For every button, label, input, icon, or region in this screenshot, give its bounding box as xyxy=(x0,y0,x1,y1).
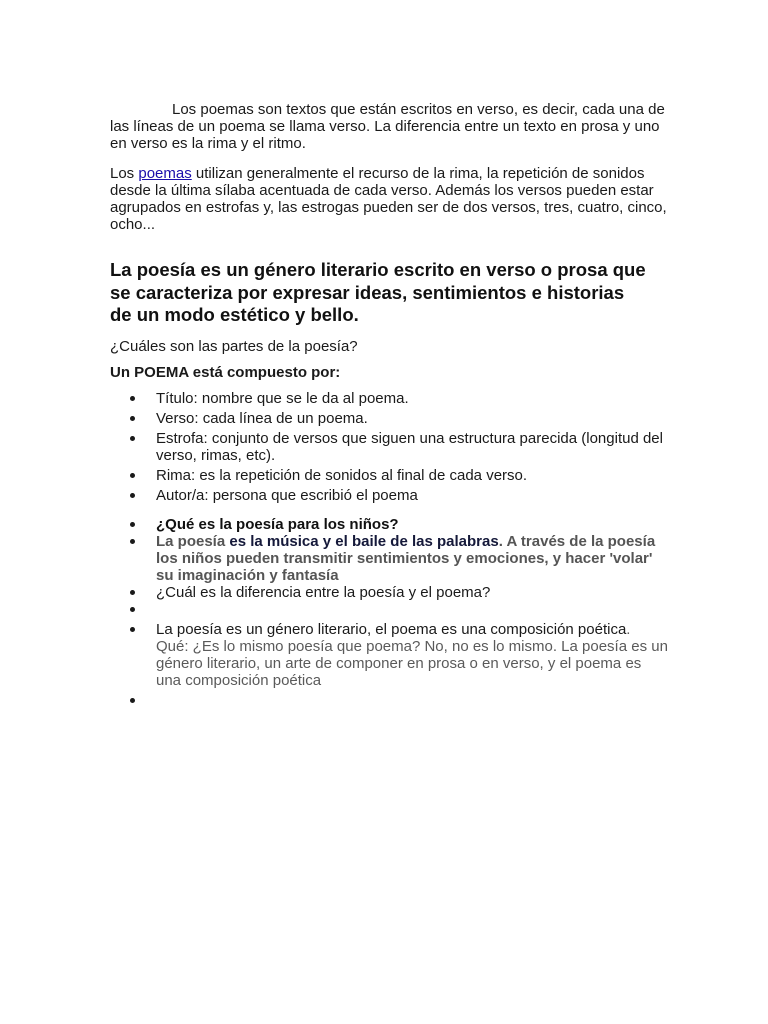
intro-paragraph-2 xyxy=(110,165,670,233)
list-item-text: Estrofa: conjunto de versos que siguen una estructura parecida (longitud del verso, rimas, etc). xyxy=(156,430,663,464)
bullet-icon xyxy=(130,522,135,527)
poem-parts-subheading: Un POEMA está compuesto por: xyxy=(110,364,341,381)
bullet-icon xyxy=(130,396,135,401)
faq-question-2: ¿Cuál es la diferencia entre la poesía y el poema? xyxy=(156,584,491,601)
bullet-icon xyxy=(130,493,135,498)
list-item xyxy=(110,390,670,407)
bullet-icon xyxy=(130,698,135,703)
list-item xyxy=(110,467,670,484)
faq-answer-2-main: La poesía es un género literario, el poema es una composición poética xyxy=(156,621,627,638)
poem-parts-list xyxy=(110,390,670,507)
bullet-icon xyxy=(130,473,135,478)
list-item-text: Título: nombre que se le da al poema. xyxy=(156,390,409,407)
list-item-empty xyxy=(110,601,670,618)
faq-answer-1-part-2: es la música y el baile de las palabras xyxy=(225,533,499,550)
bullet-icon xyxy=(130,539,135,544)
bullet-icon xyxy=(130,607,135,612)
list-item xyxy=(110,410,670,427)
list-item-text: Verso: cada línea de un poema. xyxy=(156,410,368,427)
list-item xyxy=(110,430,670,464)
faq-list xyxy=(110,516,670,709)
main-heading: La poesía es un género literario escrito en verso o prosa que se caracteriza por expresar ideas, sentimientos e historias de un modo estético y bello. xyxy=(110,259,646,325)
bullet-icon xyxy=(130,436,135,441)
list-item xyxy=(110,533,670,584)
bullet-icon xyxy=(130,416,135,421)
list-item-text: Rima: es la repetición de sonidos al final de cada verso. xyxy=(156,467,528,484)
faq-answer-1-part-1: La poesía xyxy=(156,533,226,550)
poemas-link[interactable]: poemas xyxy=(138,165,192,182)
intro-paragraph-1 xyxy=(110,101,670,152)
faq-answer-2-detail: Qué: ¿Es lo mismo poesía que poema? No, no es lo mismo. La poesía es un género literario, un arte de componer en prosa o en verso, y el poema es una composición poética xyxy=(156,638,668,689)
list-item xyxy=(110,621,670,689)
list-item-text: Autor/a: persona que escribió el poema xyxy=(156,487,418,504)
intro-paragraph-1-text: Los poemas son textos que están escritos en verso, es decir, cada una de las líneas de un poema se llama verso. La diferencia entre un texto en prosa y uno en verso es la rima y el ritmo. xyxy=(110,101,665,152)
list-item xyxy=(110,487,670,504)
list-item xyxy=(110,516,670,533)
list-item xyxy=(110,584,670,601)
faq-answer-2-dot: . xyxy=(626,621,631,638)
faq-answer-1-part-3: . A través de la poesía los niños pueden transmitir sentimientos y emociones, y hacer 'volar' su imaginación y fantasía xyxy=(156,533,656,584)
intro-paragraph-2-before: Los xyxy=(110,165,139,182)
bullet-icon xyxy=(130,627,135,632)
parts-question: ¿Cuáles son las partes de la poesía? xyxy=(110,338,358,355)
list-item-empty xyxy=(110,692,670,709)
bullet-icon xyxy=(130,590,135,595)
faq-question-1: ¿Qué es la poesía para los niños? xyxy=(156,516,399,533)
intro-paragraph-2-after: utilizan generalmente el recurso de la rima, la repetición de sonidos desde la última sílaba acentuada de cada verso. Además los versos pueden estar agrupados en estrofas y, las estrogas pueden ser de dos versos, tres, cuatro, cinco, ocho... xyxy=(110,165,667,233)
